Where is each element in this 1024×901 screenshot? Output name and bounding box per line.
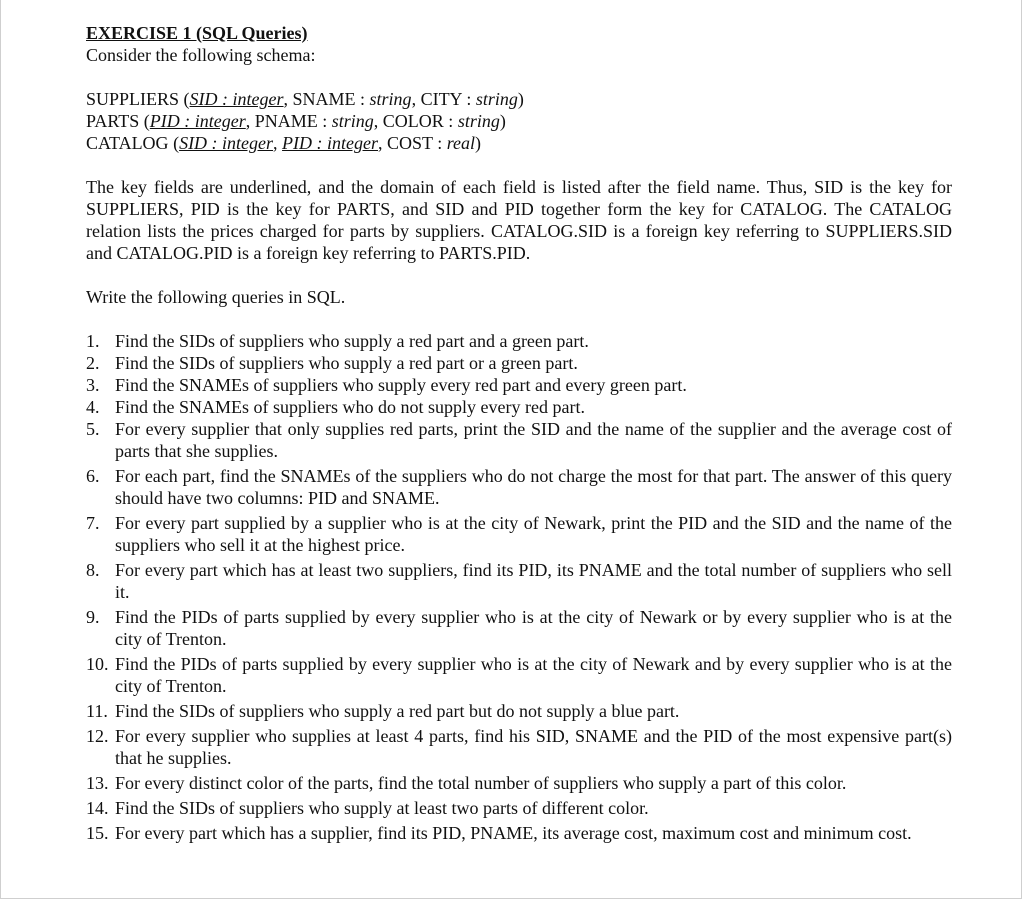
query-number: 13. <box>86 773 109 793</box>
query-item <box>86 396 952 418</box>
query-text: For every part which has a supplier, find its PID, PNAME, its average cost, maximum cost and minimum cost. <box>115 823 912 843</box>
query-number: 15. <box>86 823 109 843</box>
query-item <box>86 352 952 374</box>
schema-catalog <box>86 132 952 154</box>
query-item <box>86 418 952 462</box>
field-type: string <box>457 111 500 131</box>
document-content <box>86 22 952 844</box>
relation-name: SUPPLIERS <box>86 89 180 109</box>
query-item <box>86 653 952 697</box>
punct: ( <box>179 89 190 109</box>
query-text: For every supplier who supplies at least 4 parts, find his SID, SNAME and the PID of the most expensive part(s) that he supplies. <box>115 726 952 768</box>
punct: ) <box>475 133 482 153</box>
field: , CITY : <box>411 89 476 109</box>
query-text: For every distinct color of the parts, find the total number of suppliers who supply a part of this color. <box>115 773 847 793</box>
query-text: Find the SIDs of suppliers who supply at least two parts of different color. <box>115 798 649 818</box>
query-text: Find the PIDs of parts supplied by every supplier who is at the city of Newark or by every supplier who is at the city of Trenton. <box>115 607 952 649</box>
query-item <box>86 772 952 794</box>
query-number: 5. <box>86 419 100 439</box>
query-number: 3. <box>86 375 100 395</box>
relation-name: CATALOG <box>86 133 169 153</box>
query-item <box>86 700 952 722</box>
field-type: string <box>369 89 412 109</box>
query-text: Find the SNAMEs of suppliers who supply every red part and every green part. <box>115 375 687 395</box>
query-number: 7. <box>86 513 100 533</box>
field: , SNAME : <box>283 89 370 109</box>
query-item <box>86 465 952 509</box>
query-text: Find the SIDs of suppliers who supply a red part and a green part. <box>115 331 589 351</box>
query-item <box>86 512 952 556</box>
query-number: 12. <box>86 726 109 746</box>
query-item <box>86 330 952 352</box>
query-item <box>86 725 952 769</box>
key-field: PID : integer <box>149 111 246 131</box>
query-list <box>86 330 952 844</box>
query-number: 14. <box>86 798 109 818</box>
query-text: Find the SIDs of suppliers who supply a red part but do not supply a blue part. <box>115 701 680 721</box>
query-number: 11. <box>86 701 108 721</box>
field-type: string <box>475 89 518 109</box>
query-text: For every part supplied by a supplier who is at the city of Newark, print the PID and the SID and the name of the suppliers who sell it at the highest price. <box>115 513 952 555</box>
punct: ) <box>517 89 524 109</box>
query-number: 4. <box>86 397 100 417</box>
schema-suppliers <box>86 88 952 110</box>
query-item <box>86 797 952 819</box>
punct: ( <box>139 111 150 131</box>
punct: , <box>273 133 283 153</box>
field: , PNAME : <box>245 111 332 131</box>
field-type: real <box>446 133 476 153</box>
query-item <box>86 606 952 650</box>
key-field: SID : integer <box>179 133 274 153</box>
query-text: Find the SNAMEs of suppliers who do not supply every red part. <box>115 397 585 417</box>
schema-parts <box>86 110 952 132</box>
query-text: Find the SIDs of suppliers who supply a red part or a green part. <box>115 353 578 373</box>
query-item <box>86 374 952 396</box>
field-type: string <box>331 111 374 131</box>
query-number: 2. <box>86 353 100 373</box>
query-text: For every part which has at least two suppliers, find its PID, its PNAME and the total number of suppliers who sell it. <box>115 560 952 602</box>
query-number: 8. <box>86 560 100 580</box>
relation-name: PARTS <box>86 111 140 131</box>
query-text: Find the PIDs of parts supplied by every supplier who is at the city of Newark and by every supplier who is at the city of Trenton. <box>115 654 952 696</box>
query-text: For each part, find the SNAMEs of the suppliers who do not charge the most for that part. The answer of this query should have two columns: PID and SNAME. <box>115 466 952 508</box>
query-text: For every supplier that only supplies red parts, print the SID and the name of the supplier and the average cost of parts that she supplies. <box>115 419 952 461</box>
key-field: SID : integer <box>189 89 284 109</box>
exercise-title: EXERCISE 1 (SQL Queries) <box>86 23 308 43</box>
punct: ( <box>168 133 180 153</box>
schema-block <box>86 88 952 154</box>
query-number: 9. <box>86 607 100 627</box>
key-field: PID : integer <box>282 133 379 153</box>
field: , COLOR : <box>373 111 458 131</box>
punct: ) <box>499 111 506 131</box>
query-number: 10. <box>86 654 109 674</box>
query-number: 1. <box>86 331 100 351</box>
description-paragraph: The key fields are underlined, and the domain of each field is listed after the field name. Thus, SID is the key for SUPPLIERS, PID is the key for PARTS, and SID and PID together form the key for CATALOG. The CATALOG relation lists the prices charged for parts by suppliers. CATALOG.SID is a foreign key referring to SUPPLIERS.SID and CATALOG.PID is a foreign key referring to PARTS.PID. <box>86 177 952 263</box>
field: , COST : <box>378 133 447 153</box>
instruction-text: Write the following queries in SQL. <box>86 287 346 307</box>
intro-text: Consider the following schema: <box>86 45 316 65</box>
query-item <box>86 559 952 603</box>
query-number: 6. <box>86 466 100 486</box>
query-item <box>86 822 952 844</box>
